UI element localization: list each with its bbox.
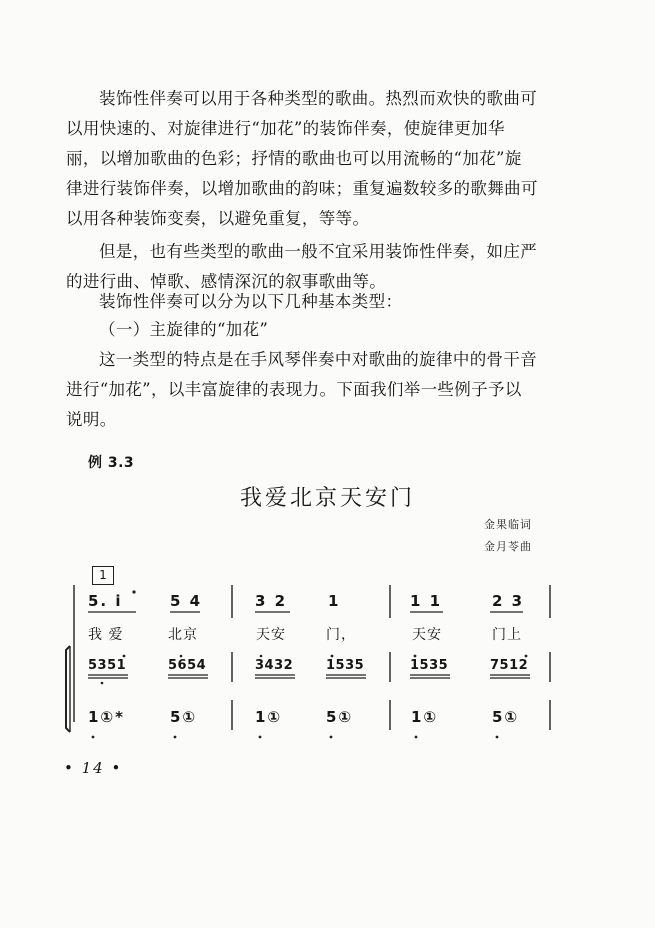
bass-chord: 1① <box>411 708 439 726</box>
text-line: 以用快速的、对旋律进行“加花”的装饰伴奏，使旋律更加华 <box>66 119 505 138</box>
text-line: 这一类型的特点是在手风琴伴奏中对歌曲的旋律中的骨干音 <box>99 350 538 369</box>
accompaniment-figure: 7512 <box>490 658 529 673</box>
bass-chord: 5① <box>492 708 520 726</box>
bass-chord: 5① <box>170 708 198 726</box>
text-line: 进行“加花”，以丰富旋律的表现力。下面我们举一些例子予以 <box>66 380 522 399</box>
lyric: 门， <box>326 627 356 643</box>
text-line: 律进行装饰伴奏，以增加歌曲的韵味；重复遍数较多的歌舞曲可 <box>66 179 538 198</box>
melody-note: 2 3 <box>492 592 525 610</box>
composer-credit: 金月苓曲 <box>484 540 532 553</box>
accompaniment-figure: 5654 <box>168 658 207 673</box>
accompaniment-figure: 5351 <box>88 658 127 673</box>
melody-note: 1 <box>328 592 341 610</box>
text-line: 丽，以增加歌曲的色彩；抒情的歌曲也可以用流畅的“加花”旋 <box>66 149 522 168</box>
page-number: • 14 • <box>64 759 123 777</box>
text-line: 以用各种装饰变奏，以避免重复，等等。 <box>66 209 370 228</box>
song-title: 我爱北京天安门 <box>239 486 415 511</box>
bass-chord: 5① <box>326 708 354 726</box>
lyricist-credit: 金果临词 <box>484 518 532 531</box>
lyric: 我 爱 <box>88 627 124 643</box>
accompaniment-figure: 3432 <box>255 658 294 673</box>
lyric: 天安 <box>256 627 286 643</box>
text-line: 装饰性伴奏可以用于各种类型的歌曲。热烈而欢快的歌曲可 <box>99 89 538 108</box>
lyric: 天安 <box>412 627 442 643</box>
accompaniment-figure: 1535 <box>410 658 449 673</box>
lyric: 北京 <box>168 627 198 643</box>
melody-note: 3 2 <box>255 592 288 610</box>
lyric: 门上 <box>492 627 522 643</box>
example-label: 例 3.3 <box>88 455 135 471</box>
melody-note: 1 1 <box>410 592 443 610</box>
bass-chord: 1①* <box>88 708 125 726</box>
bass-chord: 1① <box>255 708 283 726</box>
section-number-box: 1 <box>92 566 114 585</box>
melody-note: 5 4 <box>170 592 203 610</box>
text-line: （一）主旋律的“加花” <box>99 320 269 339</box>
text-line: 说明。 <box>66 410 117 429</box>
text-line: 装饰性伴奏可以分为以下几种基本类型： <box>99 292 403 311</box>
text-line: 的进行曲、悼歌、感情深沉的叙事歌曲等。 <box>66 272 387 291</box>
melody-note: 5. i <box>88 592 123 610</box>
text-line: 但是，也有些类型的歌曲一般不宜采用装饰性伴奏，如庄严 <box>99 242 538 261</box>
accompaniment-figure: 1535 <box>326 658 365 673</box>
